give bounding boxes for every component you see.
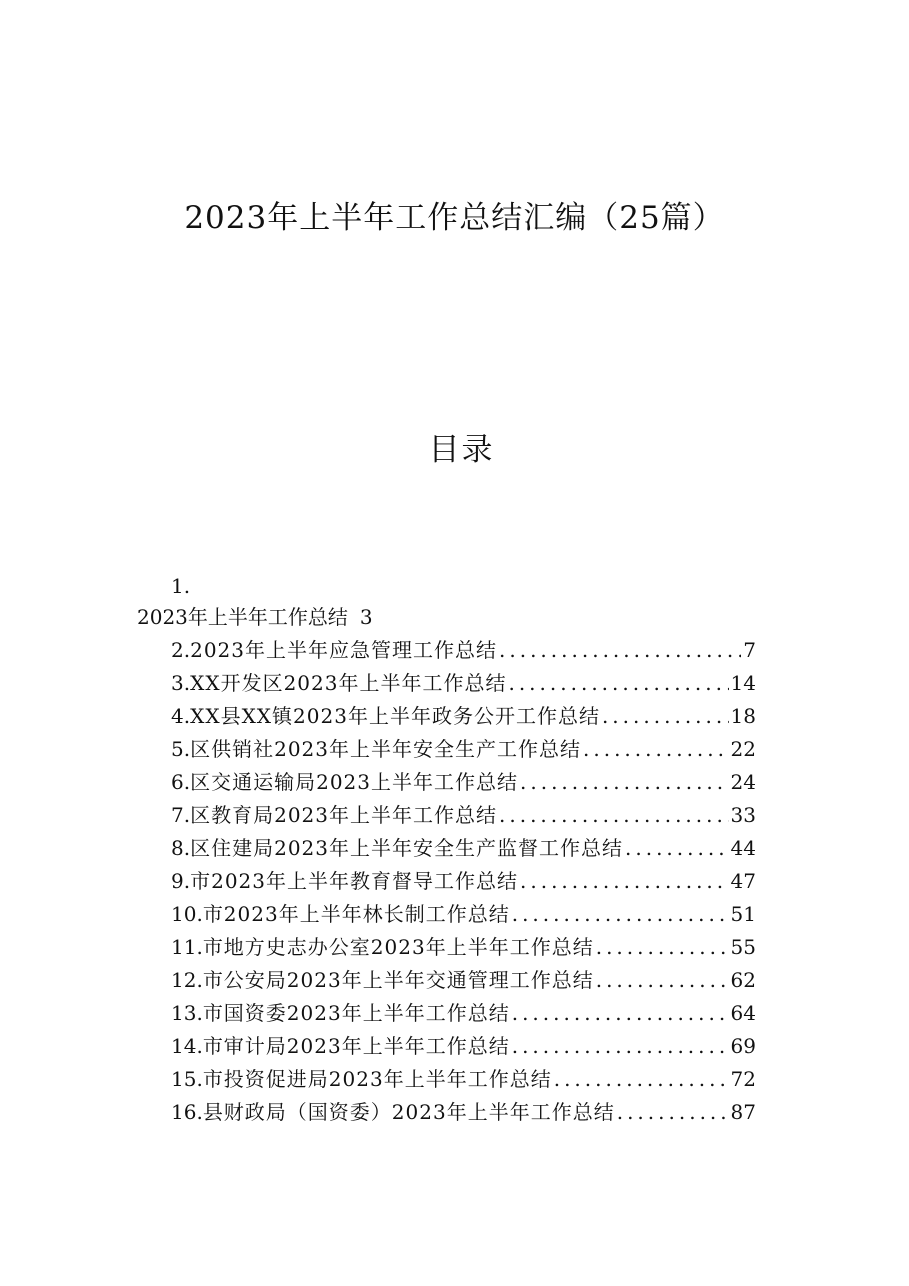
toc-dot-leader: [583, 735, 729, 763]
toc-dot-leader: [596, 933, 729, 961]
toc-entry-number: 7.: [171, 803, 191, 827]
toc-entry-title: 区住建局2023年上半年安全生产监督工作总结: [190, 836, 623, 860]
toc-entry-title: 市2023年上半年教育督导工作总结: [190, 869, 518, 893]
toc-entry-number: 2.: [171, 638, 191, 662]
toc-entry-number: 16.: [171, 1100, 203, 1124]
toc-entry[interactable]: [171, 801, 756, 834]
toc-entry-number: 8.: [171, 836, 191, 860]
document-title: 2023年上半年工作总结汇编（25篇）: [184, 200, 725, 236]
toc-entry-title: 区交通运输局2023上半年工作总结: [190, 770, 518, 794]
toc-entry-number: 13.: [171, 1001, 203, 1025]
toc-entry-page: 51: [730, 902, 756, 926]
toc-list: [171, 636, 756, 1131]
toc-entry-title: XX开发区2023年上半年工作总结: [190, 671, 507, 695]
toc-entry-number: 3.: [171, 671, 191, 695]
toc-entry-1[interactable]: [137, 603, 373, 631]
toc-entry[interactable]: [171, 735, 756, 768]
toc-entry[interactable]: [171, 867, 756, 900]
toc-entry[interactable]: [171, 669, 756, 702]
toc-dot-leader: [508, 669, 728, 697]
toc-dot-leader: [596, 966, 729, 994]
toc-entry-title: XX县XX镇2023年上半年政务公开工作总结: [190, 704, 600, 728]
toc-entry-title: 市2023年上半年林长制工作总结: [202, 902, 510, 926]
toc-entry-page: 72: [730, 1067, 756, 1091]
toc-entry-title: 市地方史志办公室2023年上半年工作总结: [202, 935, 594, 959]
toc-entry-title: 县财政局（国资委）2023年上半年工作总结: [202, 1100, 615, 1124]
toc-entry-number: 5.: [171, 737, 191, 761]
toc-entry-title: 市国资委2023年上半年工作总结: [202, 1001, 510, 1025]
toc-dot-leader: [499, 801, 729, 829]
toc-entry-title: 市审计局2023年上半年工作总结: [202, 1034, 510, 1058]
toc-entry-page: 14: [730, 671, 756, 695]
toc-dot-leader: [512, 999, 729, 1027]
toc-entry-page: 69: [730, 1034, 756, 1058]
toc-entry[interactable]: [171, 933, 756, 966]
toc-entry-page: 62: [730, 968, 756, 992]
toc-entry-title: 区供销社2023年上半年安全生产工作总结: [190, 737, 581, 761]
toc-entry-page: 87: [730, 1100, 756, 1124]
toc-heading: 目录: [428, 432, 495, 468]
toc-entry[interactable]: [171, 1098, 756, 1131]
toc-entry-page: 47: [730, 869, 756, 893]
toc-entry-page: 7: [743, 638, 756, 662]
toc-dot-leader: [520, 867, 729, 895]
toc-entry-title: 区教育局2023年上半年工作总结: [190, 803, 497, 827]
toc-entry-number: 12.: [171, 968, 203, 992]
toc-entry-number: 9.: [171, 869, 191, 893]
toc-entry-page: 22: [730, 737, 756, 761]
toc-entry-page: 55: [730, 935, 756, 959]
toc-entry[interactable]: [171, 834, 756, 867]
toc-dot-leader: [602, 702, 729, 730]
toc-entry[interactable]: [171, 966, 756, 999]
toc-dot-leader: [554, 1065, 729, 1093]
toc-entry[interactable]: [171, 999, 756, 1032]
toc-entry-page: 64: [730, 1001, 756, 1025]
toc-dot-leader: [512, 900, 729, 928]
toc-entry-number: 10.: [171, 902, 203, 926]
toc-entry[interactable]: [171, 702, 756, 735]
toc-entry-page: 24: [730, 770, 756, 794]
toc-entry[interactable]: [171, 900, 756, 933]
toc-dot-leader: [625, 834, 729, 862]
toc-entry-page: 44: [730, 836, 756, 860]
toc-entry[interactable]: [171, 1065, 756, 1098]
toc-entry-number: 4.: [171, 704, 191, 728]
toc-entry-page: 33: [730, 803, 756, 827]
toc-entry[interactable]: [171, 1032, 756, 1065]
toc-entry-title: 2023年上半年应急管理工作总结: [190, 638, 497, 662]
toc-entry-page: 18: [730, 704, 756, 728]
toc-entry-number: 11.: [171, 935, 203, 959]
toc-entry-number: 15.: [171, 1067, 203, 1091]
toc-dot-leader: [617, 1098, 729, 1126]
toc-entry-title: 市投资促进局2023年上半年工作总结: [202, 1067, 552, 1091]
toc-entry-1-number: 1.: [171, 574, 191, 598]
toc-entry-1-page: 3: [359, 605, 373, 629]
toc-entry-number: 6.: [171, 770, 191, 794]
toc-entry-1-title: 2023年上半年工作总结: [137, 605, 348, 629]
toc-entry[interactable]: [171, 768, 756, 801]
toc-entry[interactable]: [171, 636, 756, 669]
toc-dot-leader: [512, 1032, 729, 1060]
toc-entry-number: 14.: [171, 1034, 203, 1058]
toc-dot-leader: [499, 636, 741, 664]
toc-entry-title: 市公安局2023年上半年交通管理工作总结: [202, 968, 594, 992]
toc-dot-leader: [520, 768, 729, 796]
